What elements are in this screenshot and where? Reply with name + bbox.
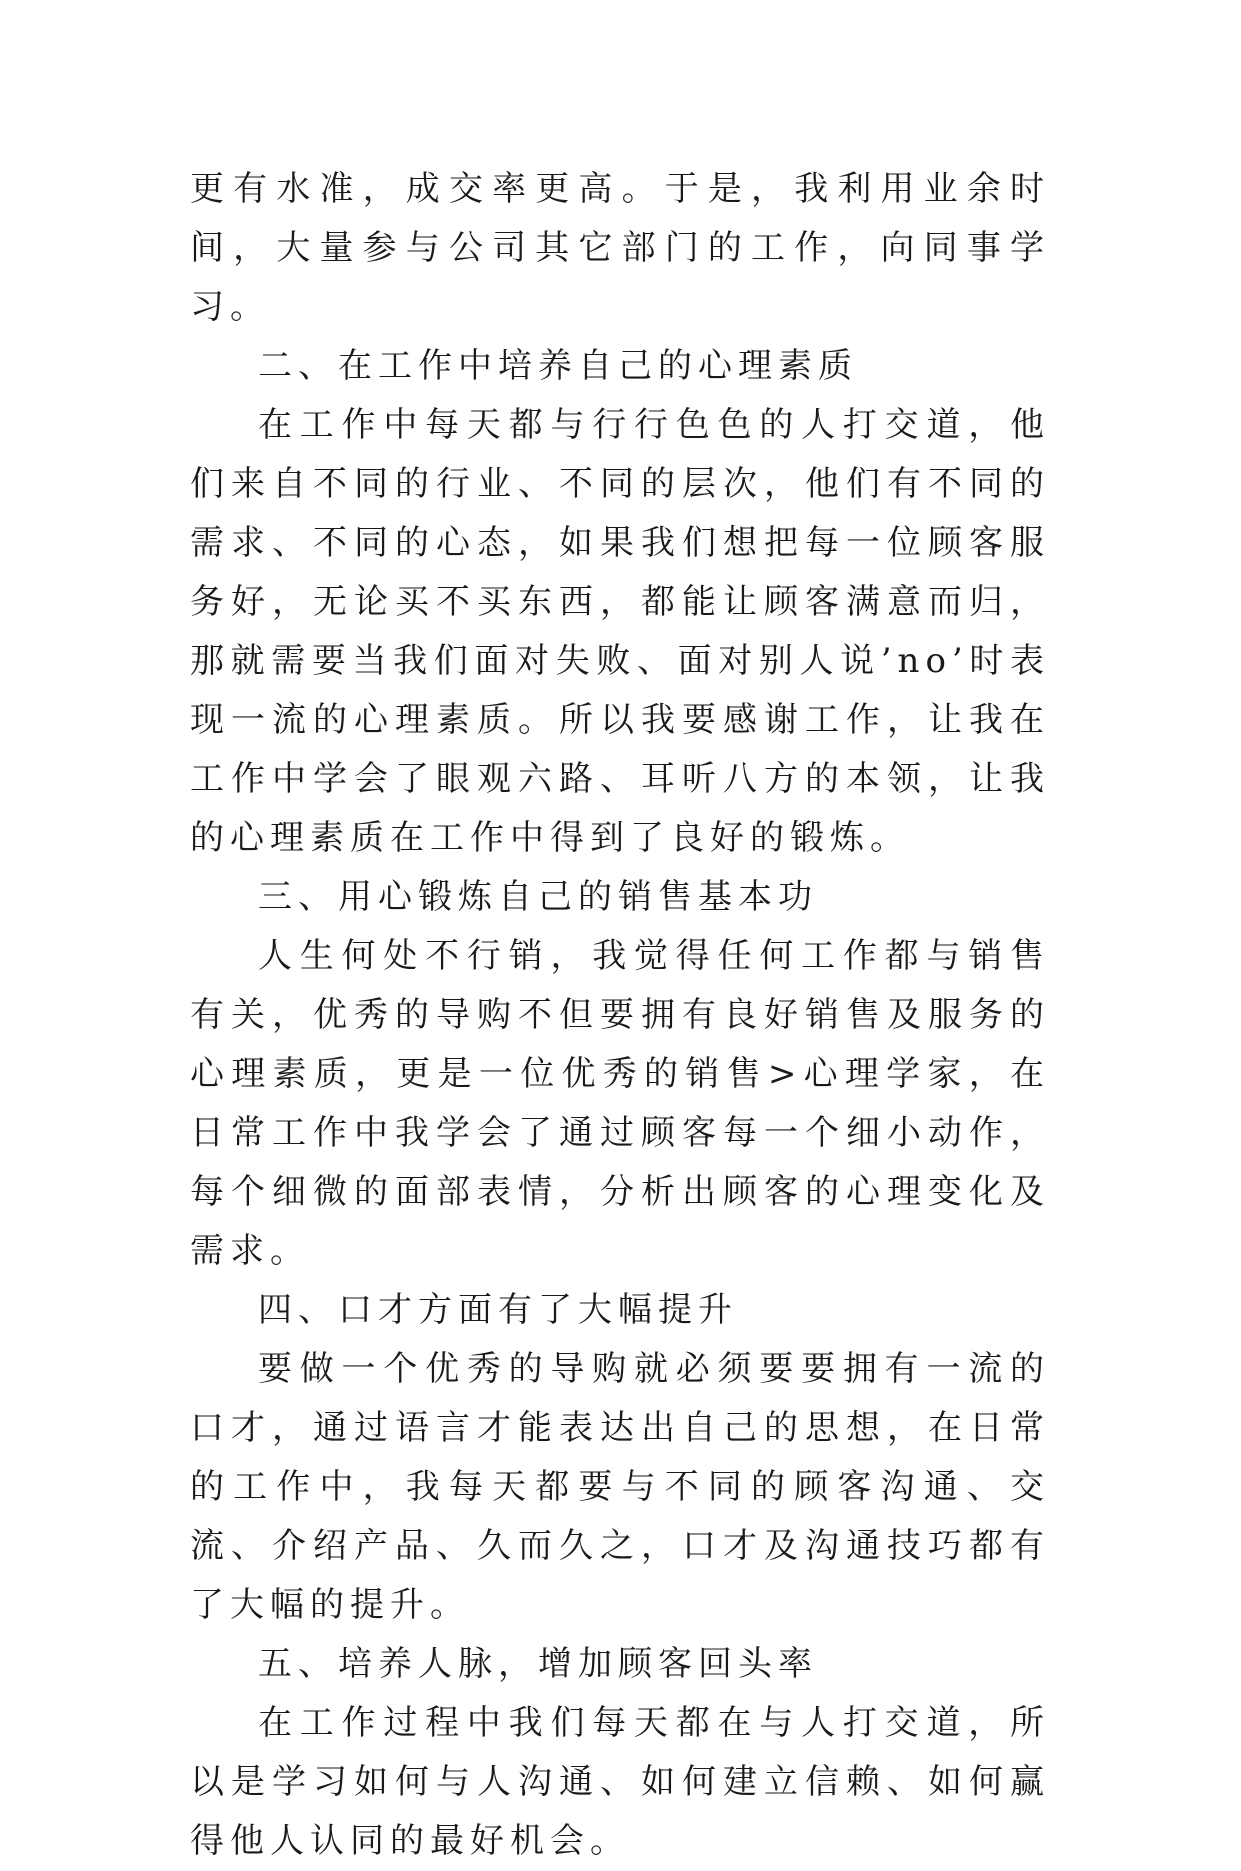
section-heading-3: 三、用心锻炼自己的销售基本功 xyxy=(258,877,818,917)
section-heading-4: 四、口才方面有了大幅提升 xyxy=(258,1290,738,1330)
section-heading-5: 五、培养人脉，增加顾客回头率 xyxy=(258,1644,818,1684)
body-text xyxy=(190,160,1050,1871)
paragraph-continuation: 更有水准，成交率更高。于是，我利用业余时间，大量参与公司其它部门的工作，向同事学习。 xyxy=(190,169,1050,327)
paragraph: 人生何处不行销，我觉得任何工作都与销售有关，优秀的导购不但要拥有良好销售及服务的心理素质，更是一位优秀的销售>心理学家，在日常工作中我学会了通过顾客每一个细小动作，每个细微的面部表情，分析出顾客的心理变化及需求。 xyxy=(190,936,1050,1271)
section-heading-2: 二、在工作中培养自己的心理素质 xyxy=(258,346,858,386)
paragraph: 要做一个优秀的导购就必须要要拥有一流的口才，通过语言才能表达出自己的思想，在日常的工作中，我每天都要与不同的顾客沟通、交流、介绍产品、久而久之，口才及沟通技巧都有了大幅的提升。 xyxy=(190,1349,1050,1625)
paragraph: 在工作中每天都与行行色色的人打交道，他们来自不同的行业、不同的层次，他们有不同的需求、不同的心态，如果我们想把每一位顾客服务好，无论买不买东西，都能让顾客满意而归，那就需要当我们面对失败、面对别人说’no’时表现一流的心理素质。所以我要感谢工作，让我在工作中学会了眼观六路、耳听八方的本领，让我的心理素质在工作中得到了良好的锻炼。 xyxy=(190,405,1050,858)
paragraph: 在工作过程中我们每天都在与人打交道，所以是学习如何与人沟通、如何建立信赖、如何赢得他人认同的最好机会。 xyxy=(190,1703,1050,1861)
